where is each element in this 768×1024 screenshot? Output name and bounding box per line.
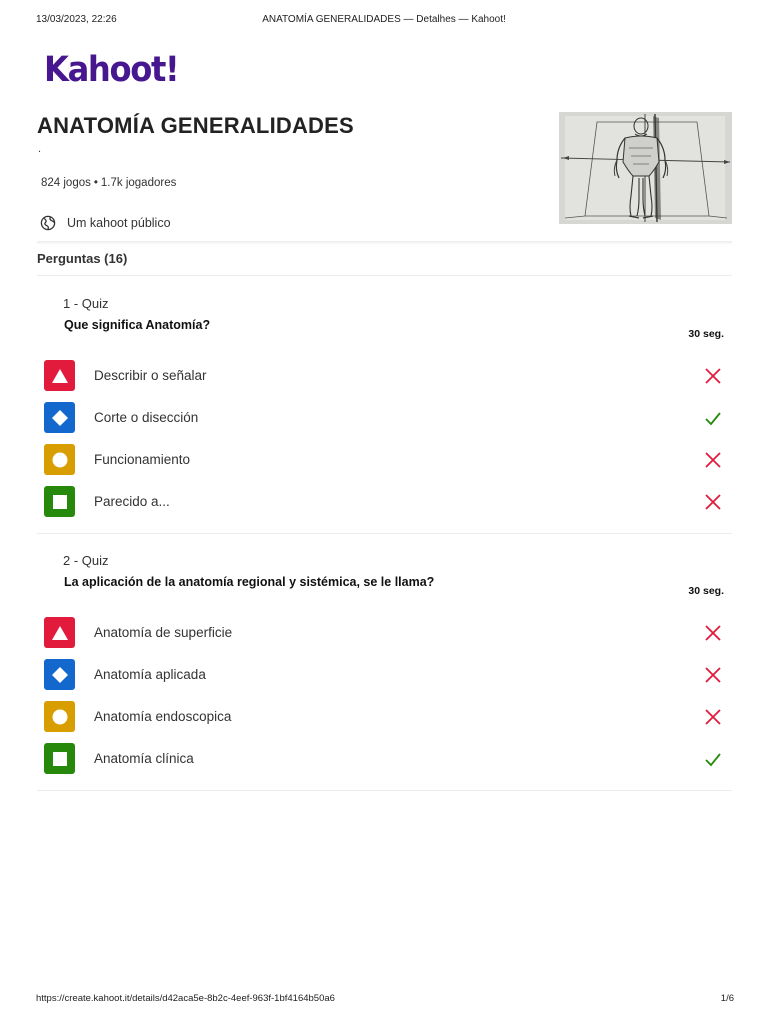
- visibility-label: Um kahoot público: [67, 216, 171, 230]
- correct-check-icon: [703, 749, 723, 769]
- visibility-row: [40, 214, 171, 232]
- answer-row: [37, 743, 732, 775]
- answer-text: Describir o señalar: [94, 368, 207, 383]
- question-text: Que significa Anatomía?: [64, 318, 211, 332]
- print-datetime: 13/03/2023, 22:26: [36, 14, 117, 25]
- answer-text: Anatomía endoscopica: [94, 709, 232, 724]
- print-header: [0, 14, 768, 30]
- triangle-icon: [44, 617, 75, 648]
- cover-image: [559, 112, 732, 224]
- square-icon: [44, 486, 75, 517]
- header-divider: [37, 241, 732, 244]
- page-url[interactable]: https://create.kahoot.it/details/d42aca5e-8b2c-4eef-963f-1bf4164b50a6: [36, 993, 335, 1004]
- answer-row: [37, 402, 732, 434]
- answer-row: [37, 701, 732, 733]
- print-document-title: ANATOMÍA GENERALIDADES — Detalhes — Kahoot!: [262, 14, 506, 25]
- diamond-icon: [44, 402, 75, 433]
- incorrect-icon: [703, 492, 723, 512]
- plays-count: 824 jogos: [41, 177, 91, 189]
- incorrect-icon: [703, 450, 723, 470]
- answer-text: Anatomía aplicada: [94, 667, 206, 682]
- incorrect-icon: [703, 623, 723, 643]
- anatomy-sketch-image: [559, 112, 732, 224]
- diamond-icon: [44, 659, 75, 690]
- answer-text: Parecido a...: [94, 494, 170, 509]
- question-type: 1 - Quiz: [63, 296, 109, 311]
- answer-row: [37, 486, 732, 518]
- square-icon: [44, 743, 75, 774]
- circle-icon: [44, 701, 75, 732]
- kahoot-description: .: [38, 143, 42, 155]
- answer-row: [37, 444, 732, 476]
- answer-row: [37, 659, 732, 691]
- questions-heading: Perguntas (16): [37, 251, 128, 266]
- divider: [37, 275, 732, 276]
- stats-separator: •: [93, 177, 98, 189]
- divider: [37, 790, 732, 791]
- circle-icon: [44, 444, 75, 475]
- incorrect-icon: [703, 707, 723, 727]
- kahoot-stats: [41, 177, 176, 189]
- players-count: 1.7k jogadores: [100, 177, 177, 189]
- triangle-icon: [44, 360, 75, 391]
- answer-text: Funcionamiento: [94, 452, 191, 467]
- incorrect-icon: [703, 665, 723, 685]
- answer-text: Anatomía clínica: [94, 751, 194, 766]
- answer-text: Corte o disección: [94, 410, 199, 425]
- correct-check-icon: [703, 408, 723, 428]
- page-number: 1/6: [720, 993, 734, 1004]
- incorrect-icon: [703, 366, 723, 386]
- kahoot-logo[interactable]: Kahoot!: [44, 50, 179, 90]
- question-type: 2 - Quiz: [63, 553, 109, 568]
- globe-icon: [40, 215, 56, 231]
- answer-row: [37, 360, 732, 392]
- question-time-limit: 30 seg.: [688, 585, 724, 597]
- divider: [37, 533, 732, 534]
- answer-text: Anatomía de superficie: [94, 625, 233, 640]
- page-title: ANATOMÍA GENERALIDADES: [37, 113, 354, 138]
- print-footer: [0, 993, 768, 1009]
- question-text: La aplicación de la anatomía regional y sistémica, se le llama?: [64, 575, 435, 589]
- answer-row: [37, 617, 732, 649]
- question-time-limit: 30 seg.: [688, 328, 724, 340]
